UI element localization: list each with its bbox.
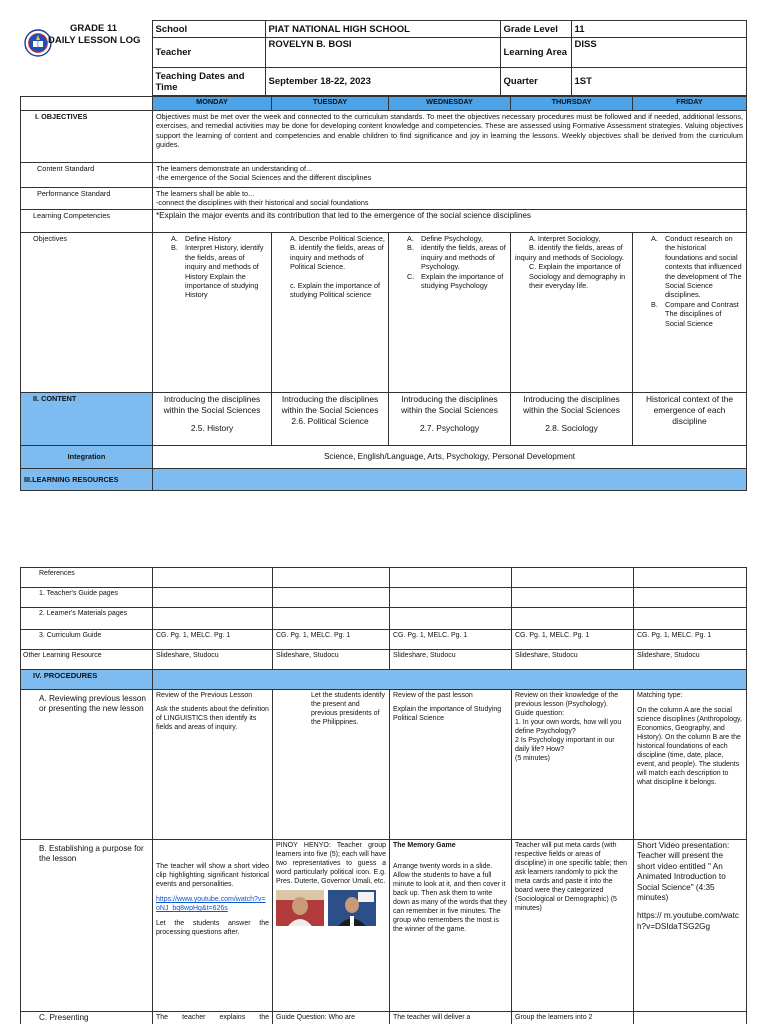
politician-photo-2 (328, 890, 376, 926)
content-wednesday: Introducing the disciplines within the Social Sciences 2.7. Psychology (389, 393, 511, 446)
competencies-text: *Explain the major events and its contribution that led to the emergence of the social science disciplines (153, 210, 747, 233)
purpose-tuesday: PINOY HENYO: Teacher group learners into five (5); each will have two representatives to guess a word particularly political icon. E.g. Pres. Duterte, Governor Umali, etc. (273, 840, 390, 1012)
obj-wednesday-a: A. Define Psychology, (407, 234, 483, 243)
presenting-wednesday: The teacher will deliver a (390, 1012, 512, 1024)
log-title: DAILY LESSON LOG (48, 34, 141, 46)
lesson-table (20, 96, 747, 491)
grade-level-label: Grade Level (500, 21, 571, 38)
politician-photo-1 (276, 890, 324, 926)
content-standard-text (153, 163, 747, 188)
day-wednesday: WEDNESDAY (389, 97, 511, 111)
days-corner (21, 97, 153, 111)
learning-area-value: DISS (571, 38, 746, 68)
cg-monday: CG. Pg. 1, MELC. Pg. 1 (153, 630, 273, 650)
obj-thursday-a: A. Interpret Sociology, (529, 234, 601, 243)
content-standard-row (21, 163, 747, 188)
curriculum-guide-label: 3. Curriculum Guide (21, 630, 153, 650)
references-label: References (21, 568, 153, 588)
lesson-log-page-2 (20, 567, 746, 1024)
content-friday: Historical context of the emergence of each discipline (633, 393, 747, 446)
review-wednesday: Review of the past lesson Explain the importance of Studying Political Science (390, 690, 512, 840)
objectives-thursday (511, 233, 633, 393)
teachers-guide-row (21, 588, 747, 608)
objectives-friday (633, 233, 747, 393)
learners-materials-row (21, 608, 747, 630)
objectives-detail-label: Objectives (21, 233, 153, 393)
obj-tuesday-a: A. Describe Political Science, (290, 234, 385, 243)
content-thursday: Introducing the disciplines within the Social Sciences 2.8. Sociology (511, 393, 633, 446)
content-standard-line2: -the emergence of the Social Sciences and the different disciplines (156, 173, 372, 183)
days-header-row (21, 97, 747, 111)
content-row (21, 393, 747, 446)
presenting-label: C. Presenting (21, 1012, 153, 1024)
header-table (20, 20, 747, 96)
obj-thursday-c: C. Explain the importance of Sociology and demography in their everyday life. (529, 262, 626, 291)
quarter-value: 1ST (571, 68, 746, 96)
day-thursday: THURSDAY (511, 97, 633, 111)
purpose-wednesday: The Memory Game Arrange twenty words in a slide. Allow the students to have a full minute to look at it, and then cover it back up. Then ask them to write down as many of the words that they can remember in five minutes. The group who remembers the most is the winner of the game. (390, 840, 512, 1012)
presenting-friday (634, 1012, 747, 1024)
dates-label: Teaching Dates and Time (152, 68, 265, 96)
objectives-row (21, 111, 747, 163)
dates-value: September 18-22, 2023 (265, 68, 500, 96)
obj-thursday-b2: inquiry and methods of Sociology. (515, 252, 624, 262)
competencies-label: Learning Competencies (21, 210, 153, 233)
review-monday: Review of the Previous Lesson Ask the students about the definition of LINGUISTICS then identify its fields and areas of inquiry. (153, 690, 273, 840)
obj-wednesday-c: C. Explain the importance of studying Psychology (407, 271, 504, 291)
content-label: II. CONTENT (21, 393, 153, 446)
purpose-thursday: Teacher will put meta cards (with respective fields or areas of discipline) in one specific table; then ask learners randomly to pick the meta cards and paste it into the board were they categorized (Sociological or Demographic) (5 minutes) (512, 840, 634, 1012)
integration-row (21, 446, 747, 469)
olr-monday: Slideshare, Studocu (153, 650, 273, 670)
integration-label: Integration (21, 446, 153, 469)
day-friday: FRIDAY (633, 97, 747, 111)
obj-tuesday-c: c. Explain the importance of studying Political science (290, 280, 381, 300)
other-resource-label: Other Learning Resource (21, 650, 153, 670)
obj-wednesday-b: B. identify the fields, areas of inquiry and methods of Psychology. (407, 243, 506, 272)
competencies-row (21, 210, 747, 233)
procedures-label: IV. PROCEDURES (21, 670, 153, 690)
lesson-log-page-1 (20, 20, 746, 491)
presenting-row (21, 1012, 747, 1024)
purpose-label: B. Establishing a purpose for the lesson (21, 840, 153, 1012)
procedures-header-cell (153, 670, 747, 690)
purpose-monday: The teacher will show a short video clip highlighting significant historical events and personalities. https://www.youtube.com/watch?v=oNJ_bq8wpHg&t=626s Let the students answer the processing questions after. (153, 840, 273, 1012)
objectives-text: Objectives must be met over the week and connected to the curriculum standards. To meet the objectives necessary procedures must be followed and if needed, additional lessons, exercises, and remedial activities may be done for developing content knowledge and competencies. These are assessed using Formative Assessment strategies. Valuing objectives support the learning of content and competencies and enable children to find significance and joy in learning the lessons. Weekly objectives shall be derived from the curriculum guides. (153, 111, 747, 163)
content-tuesday: Introducing the disciplines within the Social Sciences 2.6. Political Science (272, 393, 389, 446)
header-logo-cell (20, 21, 152, 96)
content-standard-label: Content Standard (21, 163, 153, 188)
objectives-wednesday (389, 233, 511, 393)
day-monday: MONDAY (153, 97, 272, 111)
performance-standard-label: Performance Standard (21, 188, 153, 210)
other-resource-row (21, 650, 747, 670)
references-row (21, 568, 747, 588)
performance-standard-line2: -connect the disciplines with their historical and social foundations (156, 198, 369, 208)
objectives-detail-row (21, 233, 747, 393)
day-tuesday: TUESDAY (272, 97, 389, 111)
content-monday: Introducing the disciplines within the Social Sciences 2.5. History (153, 393, 272, 446)
review-thursday: Review on their knowledge of the previous lesson (Psychology). Guide question: 1. In your own words, how will you define Psychology? 2 Is Psychology important in our daily life? How? (5 minutes) (512, 690, 634, 840)
performance-standard-row (21, 188, 747, 210)
presenting-thursday: Group the learners into 2 (512, 1012, 634, 1024)
video-link[interactable]: https://www.youtube.com/watch?v=oNJ_bq8wpHg&t=626s (156, 896, 266, 912)
procedures-table (20, 567, 747, 1024)
performance-standard-text (153, 188, 747, 210)
teacher-value: ROVELYN B. BOSI (265, 38, 500, 68)
learning-resources-label: III.LEARNING RESOURCES (21, 469, 153, 491)
objectives-label: I. OBJECTIVES (21, 111, 153, 163)
presenting-monday: The teacher explains the (153, 1012, 273, 1024)
olr-tuesday: Slideshare, Studocu (273, 650, 390, 670)
review-label: A. Reviewing previous lesson or presenting the new lesson (21, 690, 153, 840)
curriculum-guide-row (21, 630, 747, 650)
olr-thursday: Slideshare, Studocu (512, 650, 634, 670)
presenting-tuesday: Guide Question: Who are (273, 1012, 390, 1024)
teacher-label: Teacher (152, 38, 265, 68)
school-value: PIAT NATIONAL HIGH SCHOOL (265, 21, 500, 38)
learners-materials-label: 2. Learner's Materials pages (21, 608, 153, 630)
quarter-label: Quarter (500, 68, 571, 96)
learning-area-label: Learning Area (500, 38, 571, 68)
purpose-row (21, 840, 747, 1012)
purpose-friday: Short Video presentation: Teacher will present the short video entitled " An Animated Introduction to Social Science" (4:35 minutes) https:// m.youtube.com/watch?v=DSIdaTSG2Gg (634, 840, 747, 1012)
teachers-guide-label: 1. Teacher's Guide pages (21, 588, 153, 608)
grade-title: GRADE 11 (70, 22, 117, 34)
review-row (21, 690, 747, 840)
performance-standard-line1: The learners shall be able to... (156, 189, 255, 198)
politician-photos (276, 890, 386, 926)
cg-friday: CG. Pg. 1, MELC. Pg. 1 (634, 630, 747, 650)
integration-text: Science, English/Language, Arts, Psychology, Personal Development (153, 446, 747, 469)
review-friday: Matching type: On the column A are the social science disciplines (Anthropology, Economics, Geography, and History). On the column B are the historical foundations of each discipline (time, date, place, event, and people). The students will match each description to what discipline it belongs. (634, 690, 747, 840)
content-standard-line1: The learners demonstrate an understanding of... (156, 164, 313, 173)
olr-friday: Slideshare, Studocu (634, 650, 747, 670)
procedures-header-row (21, 670, 747, 690)
obj-monday-b: B. Interpret History, identify the fields, areas of inquiry and methods of History Explain the importance of studying History (171, 243, 264, 300)
obj-friday-b: B. Compare and Contrast The disciplines of Social Science (651, 299, 739, 328)
cg-tuesday: CG. Pg. 1, MELC. Pg. 1 (273, 630, 390, 650)
obj-friday-a: A. Conduct research on the historical foundations and social contexts that influenced the development of The Social Science disciplines. (651, 234, 742, 300)
review-tuesday: Let the students identify the present and previous presidents of the Philippines. (273, 690, 390, 840)
cg-thursday: CG. Pg. 1, MELC. Pg. 1 (512, 630, 634, 650)
school-label: School (152, 21, 265, 38)
obj-tuesday-b: B. identify the fields, areas of inquiry and methods of Political Science. (290, 243, 384, 272)
learning-resources-row (21, 469, 747, 491)
obj-monday-a: A. Define History (171, 234, 231, 243)
grade-level-value: 11 (571, 21, 746, 38)
olr-wednesday: Slideshare, Studocu (390, 650, 512, 670)
learning-resources-cell (153, 469, 747, 491)
obj-thursday-b: B. identify the fields, areas of (529, 243, 623, 253)
objectives-monday (153, 233, 272, 393)
cg-wednesday: CG. Pg. 1, MELC. Pg. 1 (390, 630, 512, 650)
objectives-tuesday (272, 233, 389, 393)
